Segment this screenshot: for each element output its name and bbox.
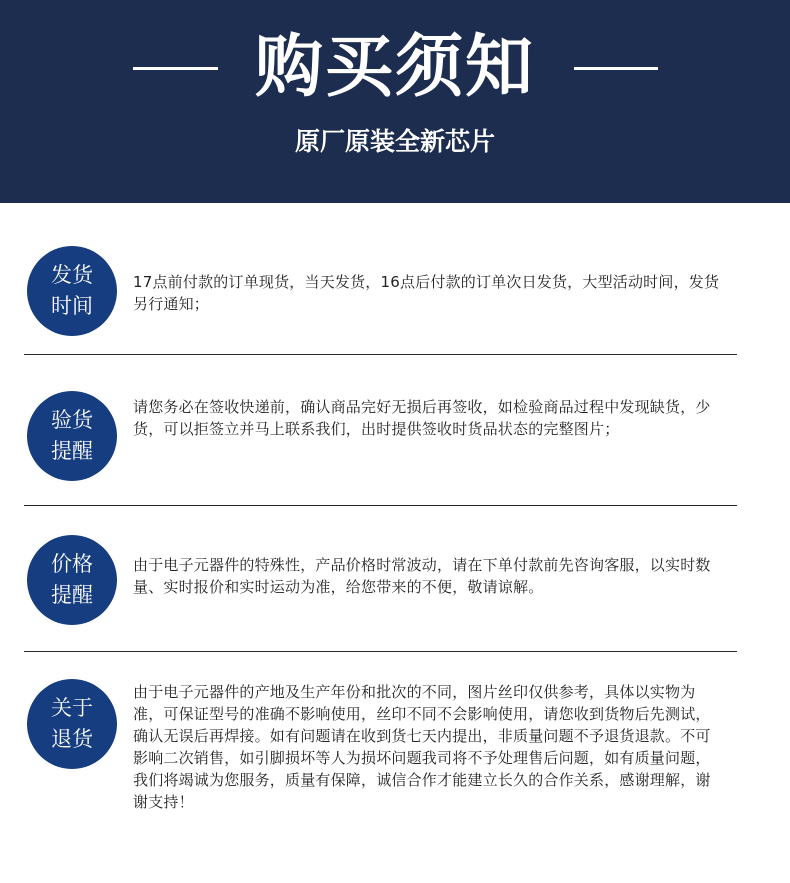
section-text: 由于电子元器件的特殊性，产品价格时常波动，请在下单付款前先咨询客服，以实时数量、实时报价和实时运动为准，给您带来的不便，敬请谅解。 <box>133 556 711 596</box>
badge-price-reminder <box>27 535 117 625</box>
badge-line1: 价格 <box>51 552 93 576</box>
divider <box>24 354 737 355</box>
badge-line1: 关于 <box>51 696 93 720</box>
badge-line2: 时间 <box>51 294 93 318</box>
section-text: 17点前付款的订单现货，当天发货，16点后付款的订单次日发货，大型活动时间，发货另行通知； <box>133 273 720 313</box>
section-text: 由于电子元器件的产地及生产年份和批次的不同，图片丝印仅供参考，具体以实物为准，可保证型号的准确不影响使用，丝印不同不会影响使用，请您收到货物后先测试，确认无误后再焊接。如有问题请在收到货七天内提出，非质量问题不予退货退款。不可影响二次销售，如引脚损坏等人为损坏问题我司将不予处理售后问题，如有质量问题，我们将竭诚为您服务，质量有保障，诚信合作才能建立长久的合作关系，感谢理解，谢谢支持！ <box>133 683 711 811</box>
badge-line1: 验货 <box>51 408 93 432</box>
badge-shipping-time <box>27 246 117 336</box>
title-decor-line-right <box>574 67 658 70</box>
header-banner <box>0 0 790 203</box>
page-subtitle: 原厂原装全新芯片 <box>294 127 495 156</box>
divider <box>24 505 737 506</box>
badge-inspection-reminder <box>27 391 117 481</box>
divider <box>24 651 737 652</box>
section-text: 请您务必在签收快递前，确认商品完好无损后再签收，如检验商品过程中发现缺货，少货，可以拒签立并马上联系我们，出时提供签收时货品状态的完整图片； <box>133 398 711 438</box>
badge-line1: 发货 <box>51 263 93 287</box>
badge-line2: 提醒 <box>51 439 93 463</box>
page-title: 购买须知 <box>254 28 535 107</box>
badge-line2: 退货 <box>51 727 93 751</box>
badge-line2: 提醒 <box>51 583 93 607</box>
badge-return-policy <box>27 679 117 769</box>
